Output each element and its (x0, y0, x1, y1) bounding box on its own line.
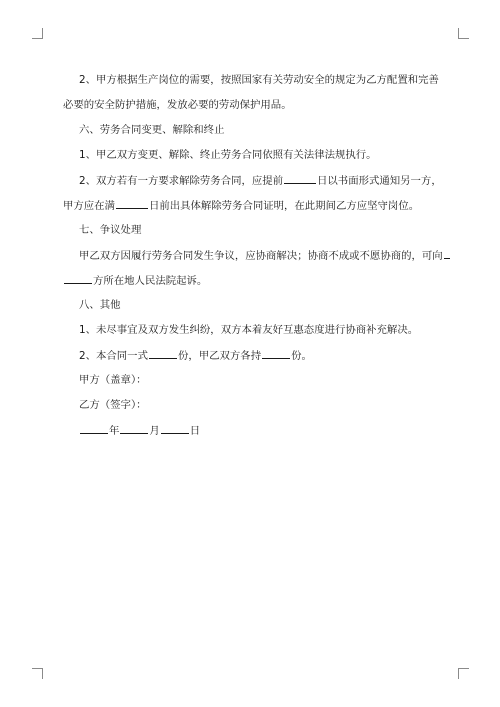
blank-copies-each (262, 348, 290, 359)
blank-party-name (64, 273, 92, 284)
blank-copies-total (149, 348, 177, 359)
crop-mark-bottom-left (32, 668, 43, 679)
section-7-line-2 (63, 273, 443, 288)
section-8-clause-1: 1、未尽事宜及双方发生纠纷，双方本着友好互惠态度进行协商补充解决。 (79, 324, 419, 336)
section-6-clause-1: 1、甲乙双方变更、解除、终止劳务合同依照有关法律法规执行。 (79, 149, 377, 161)
crop-mark-bottom-right (458, 668, 469, 679)
text-segment: 甲乙双方因履行劳务合同发生争议，应协商解决；协商不成或不愿协商的，可向 (79, 250, 443, 262)
clause-2-line-2: 必要的安全防护措施，发放必要的劳动保护用品。 (63, 99, 292, 111)
blank-day (161, 423, 189, 434)
date-year-label: 年 (109, 425, 120, 437)
text-segment: 2、双方若有一方要求解除劳务合同，应提前 (79, 175, 284, 187)
section-6-heading: 六、劳务合同变更、解除和终止 (79, 124, 225, 136)
section-7-heading: 七、争议处理 (79, 224, 142, 236)
text-segment: 2、本合同一式 (79, 350, 148, 362)
date-month-label: 月 (149, 425, 160, 437)
signing-date (79, 423, 459, 438)
text-segment: 份。 (291, 350, 312, 362)
section-6-clause-2-line-1 (79, 173, 459, 188)
date-day-label: 日 (189, 425, 201, 437)
blank-days-notice (284, 173, 316, 184)
text-segment: 日以书面形式通知另一方， (317, 175, 442, 187)
blank-days-certificate (116, 198, 148, 209)
blank-party (444, 248, 450, 259)
crop-mark-top-right (458, 28, 469, 39)
blank-month (120, 423, 148, 434)
crop-mark-top-left (32, 28, 43, 39)
section-7-line-1 (79, 248, 459, 263)
blank-year (80, 423, 108, 434)
section-6-clause-2-line-2 (63, 198, 443, 213)
party-b-signature: 乙方（签字）： (79, 399, 147, 411)
text-segment: 方所在地人民法院起诉。 (93, 275, 208, 287)
text-segment: 日前出具体解除劳务合同证明，在此期间乙方应坚守岗位。 (148, 200, 420, 212)
text-segment: 甲方应在满 (63, 200, 115, 212)
party-a-seal: 甲方（盖章）： (79, 374, 147, 386)
section-8-heading: 八、其他 (79, 299, 121, 311)
clause-2-line-1: 2、甲方根据生产岗位的需要，按照国家有关劳动安全的规定为乙方配置和完善 (79, 74, 439, 86)
section-8-clause-2 (79, 348, 459, 363)
text-segment: 份，甲乙双方各持 (177, 350, 262, 362)
